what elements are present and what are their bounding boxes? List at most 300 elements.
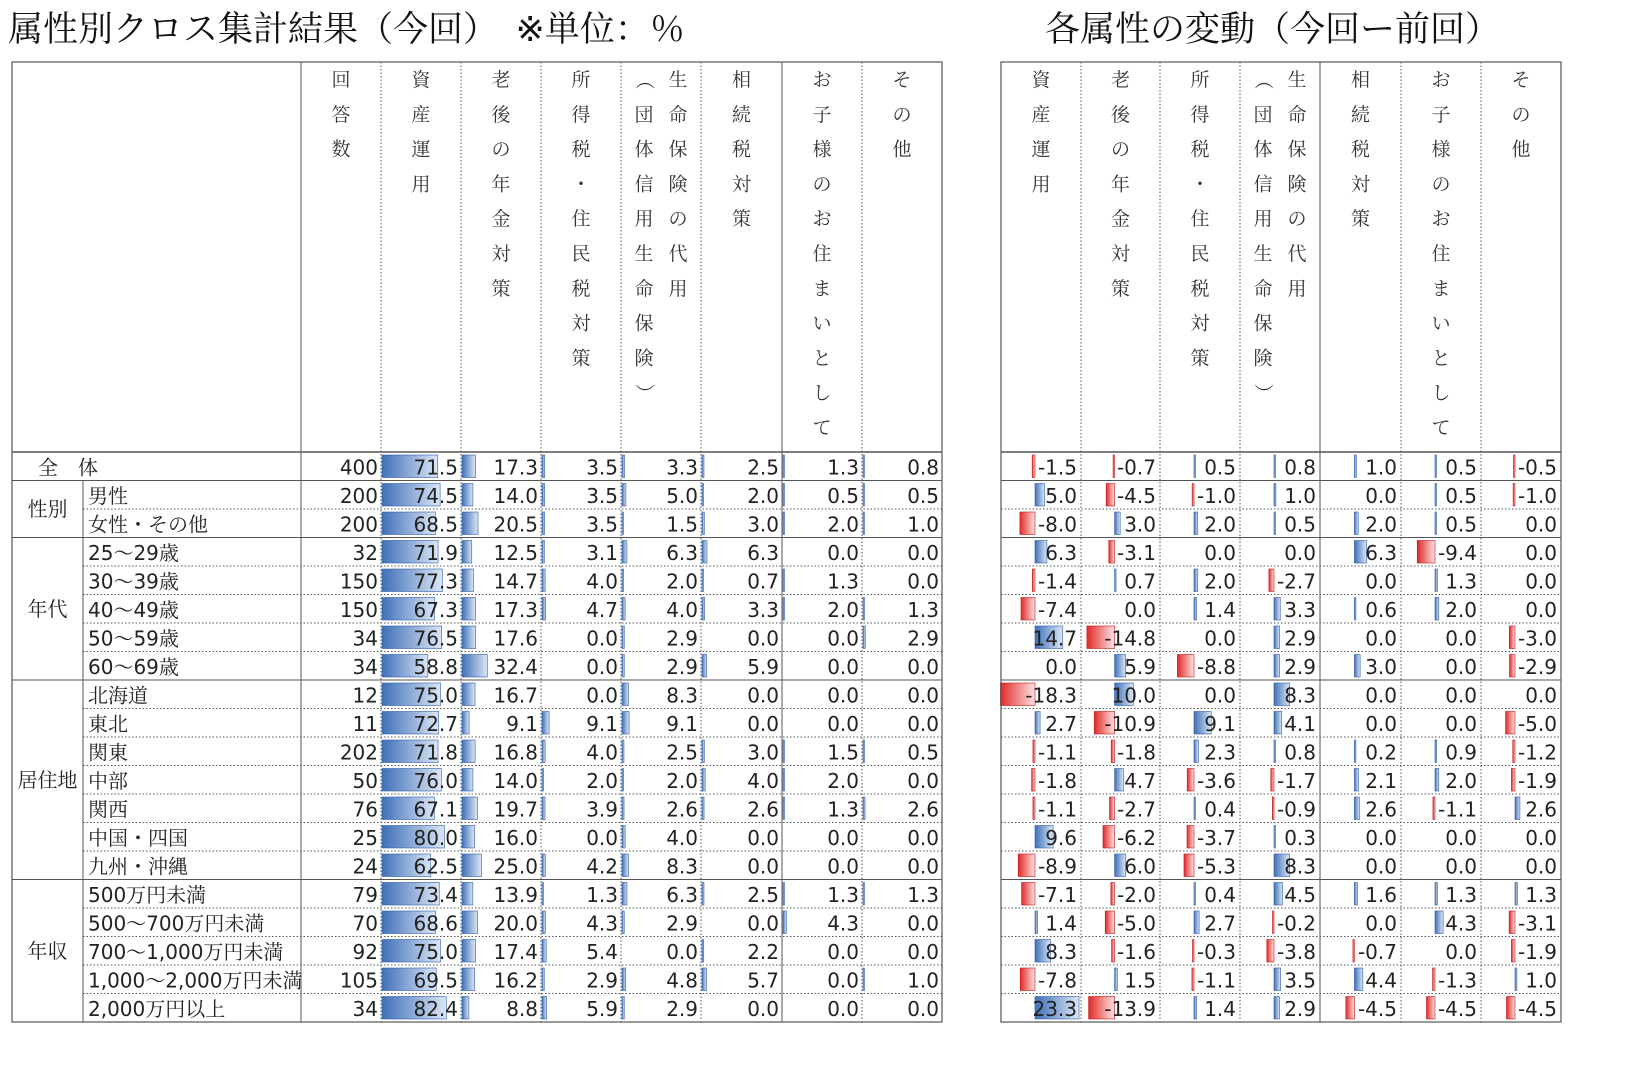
right-header-char: 相: [1350, 69, 1371, 91]
respondent-count: 200: [339, 512, 378, 537]
change-value: -18.3: [1025, 683, 1077, 708]
value-bar: [863, 968, 865, 991]
change-value: 0.3: [1284, 826, 1316, 850]
right-header-char: 老: [1110, 69, 1131, 91]
value-bar: [622, 655, 624, 678]
percent-value: 14.0: [493, 484, 538, 508]
right-header-char: 生: [1253, 243, 1273, 265]
change-value: 4.5: [1284, 883, 1316, 907]
right-header-char: ま: [1431, 277, 1451, 300]
percent-value: 0.0: [747, 712, 779, 736]
percent-value: 1.3: [827, 455, 859, 480]
value-bar: [542, 712, 549, 735]
percent-value: 1.0: [907, 968, 939, 993]
row-label: 男性: [88, 484, 128, 508]
change-value: -3.8: [1276, 940, 1316, 964]
left-header-char: の: [491, 138, 511, 161]
left-header-char: 資: [411, 69, 431, 91]
left-header-char: 様: [812, 138, 832, 161]
percent-value: 0.0: [907, 683, 939, 708]
left-header-char: の: [812, 173, 832, 196]
change-bar-positive: [1354, 455, 1356, 478]
right-header-char: 住: [1431, 243, 1451, 265]
row-label: 40～49歳: [88, 598, 179, 622]
right-header-char: 命: [1253, 277, 1273, 300]
left-header-char: い: [812, 312, 832, 335]
change-value: 1.0: [1365, 455, 1397, 480]
value-bar: [783, 883, 785, 906]
percent-value: 75.0: [413, 940, 458, 964]
percent-value: 2.5: [747, 883, 779, 907]
change-bar-negative: [1273, 911, 1275, 934]
change-bar-negative: [1184, 854, 1194, 877]
percent-value: 2.6: [666, 797, 698, 822]
percent-value: 4.8: [666, 968, 698, 993]
change-value: -2.0: [1116, 883, 1156, 907]
percent-value: 2.5: [747, 455, 779, 480]
row-label: 25～29歳: [88, 541, 179, 565]
percent-value: 6.3: [666, 883, 698, 907]
left-header-char: 金: [491, 208, 511, 231]
change-bar-negative: [1511, 940, 1515, 963]
left-header-char: 代: [668, 243, 688, 265]
right-header-char: 保: [1287, 138, 1307, 161]
percent-value: 3.3: [666, 455, 698, 480]
value-bar: [863, 598, 865, 621]
right-header-char: 産: [1031, 103, 1051, 126]
right-header-char: 策: [1350, 208, 1371, 231]
change-value: 6.0: [1124, 854, 1156, 879]
percent-value: 80.0: [413, 826, 458, 850]
change-value: 2.6: [1365, 797, 1397, 822]
respondent-count: 92: [352, 940, 378, 964]
change-value: -1.1: [1437, 797, 1477, 822]
percent-value: 0.0: [747, 997, 779, 1021]
percent-value: 1.3: [586, 883, 618, 907]
percent-value: 71.5: [413, 455, 458, 480]
percent-value: 62.5: [413, 854, 458, 879]
percent-value: 6.3: [747, 541, 779, 565]
value-bar: [622, 911, 624, 934]
change-bar-positive: [1194, 797, 1196, 820]
value-bar: [622, 484, 626, 507]
change-bar-negative: [1020, 968, 1035, 991]
value-bar: [462, 484, 473, 507]
change-value: -1.8: [1116, 740, 1156, 765]
value-bar: [622, 455, 625, 478]
change-bar-negative: [1509, 626, 1515, 649]
right-header-char: の: [1431, 173, 1451, 196]
value-bar: [702, 655, 707, 678]
change-value: 9.6: [1045, 826, 1077, 850]
change-value: 0.0: [1365, 854, 1397, 879]
change-bar-negative: [1509, 911, 1515, 934]
change-bar-positive: [1115, 968, 1118, 991]
left-header-char: 対: [571, 312, 591, 335]
change-bar-positive: [1274, 712, 1282, 735]
change-value: 0.6: [1365, 598, 1397, 622]
change-bar-negative: [1032, 769, 1035, 792]
change-value: -1.0: [1517, 484, 1557, 508]
change-bar-positive: [1115, 769, 1124, 792]
right-header-char: 資: [1031, 69, 1051, 91]
change-bar-positive: [1435, 883, 1437, 906]
respondent-count: 70: [352, 911, 378, 936]
percent-value: 12.5: [493, 541, 538, 565]
percent-value: 20.5: [493, 512, 538, 537]
right-table-title: 各属性の変動（今回ー前回）: [1045, 10, 1501, 50]
group-label: 年代: [27, 596, 68, 621]
change-value: -1.5: [1037, 455, 1077, 480]
change-bar-positive: [1274, 455, 1276, 478]
left-header-char: 団: [634, 103, 654, 126]
percent-value: 69.5: [413, 968, 458, 993]
change-value: 4.7: [1124, 769, 1156, 793]
value-bar: [542, 455, 545, 478]
percent-value: 16.0: [493, 826, 538, 850]
row-label: 女性・その他: [88, 512, 208, 537]
respondent-count: 25: [352, 826, 378, 850]
right-header-char: 年: [1110, 173, 1131, 196]
change-value: -9.4: [1437, 541, 1477, 565]
right-header-char: 団: [1253, 103, 1273, 126]
change-value: 0.0: [1525, 569, 1557, 594]
change-bar-positive: [1035, 712, 1040, 735]
change-value: 3.5: [1284, 968, 1316, 993]
left-header-char: 子: [812, 103, 832, 126]
change-bar-positive: [1435, 769, 1439, 792]
percent-value: 67.1: [413, 797, 458, 822]
value-bar: [542, 740, 545, 763]
row-label: 50～59歳: [88, 626, 179, 651]
value-bar: [702, 797, 704, 820]
percent-value: 1.3: [907, 883, 939, 907]
change-value: -0.7: [1357, 940, 1397, 964]
value-bar: [542, 541, 544, 564]
change-value: -1.6: [1116, 940, 1156, 964]
row-label: 北海道: [88, 683, 148, 708]
percent-value: 0.0: [827, 968, 859, 993]
left-header-char: 税: [571, 138, 591, 161]
change-value: 1.0: [1525, 968, 1557, 993]
value-bar: [622, 712, 629, 735]
change-bar-positive: [1194, 569, 1198, 592]
change-value: 0.0: [1124, 598, 1156, 622]
percent-value: 4.3: [827, 911, 859, 936]
left-header-char: の: [892, 103, 912, 126]
percent-value: 0.0: [907, 997, 939, 1021]
change-value: -1.8: [1037, 769, 1077, 793]
percent-value: 0.0: [666, 940, 698, 964]
change-bar-positive: [1515, 883, 1517, 906]
value-bar: [702, 484, 704, 507]
value-bar: [783, 740, 785, 763]
percent-value: 74.5: [413, 484, 458, 508]
change-value: 3.3: [1284, 598, 1316, 622]
left-header-char: 保: [634, 312, 654, 335]
change-value: -3.1: [1517, 911, 1557, 936]
value-bar: [462, 883, 473, 906]
percent-value: 1.0: [907, 512, 939, 537]
change-value: -14.8: [1104, 626, 1156, 651]
change-value: -5.0: [1116, 911, 1156, 936]
change-value: 0.0: [1525, 854, 1557, 879]
value-bar: [542, 940, 546, 963]
change-bar-positive: [1435, 598, 1439, 621]
right-table-frame: [1001, 62, 1561, 1022]
left-table-title: 属性別クロス集計結果（今回） ※単位：％: [8, 10, 685, 50]
change-value: -3.6: [1196, 769, 1236, 793]
respondent-count: 79: [352, 883, 378, 907]
change-bar-negative: [1507, 997, 1515, 1020]
percent-value: 2.0: [666, 769, 698, 793]
change-value: 1.3: [1445, 569, 1477, 594]
group-label: 性別: [27, 497, 68, 521]
left-header-char: そ: [892, 69, 912, 91]
value-bar: [462, 911, 478, 934]
percent-value: 72.7: [413, 712, 458, 736]
percent-value: 67.3: [413, 598, 458, 622]
left-header-char: 続: [731, 103, 752, 126]
change-bar-positive: [1274, 826, 1276, 849]
change-value: -1.0: [1196, 484, 1236, 508]
change-value: 0.0: [1445, 712, 1477, 736]
change-value: -1.1: [1037, 740, 1077, 765]
percent-value: 4.7: [586, 598, 618, 622]
value-bar: [863, 484, 865, 507]
percent-value: 82.4: [413, 997, 458, 1021]
percent-value: 17.4: [493, 940, 538, 964]
right-header-char: い: [1431, 312, 1451, 335]
value-bar: [542, 854, 545, 877]
right-header-char: 得: [1190, 103, 1210, 126]
percent-value: 0.0: [586, 655, 618, 679]
right-header-char: 後: [1110, 103, 1131, 126]
change-value: 0.0: [1365, 626, 1397, 651]
change-value: 0.4: [1204, 883, 1236, 907]
percent-value: 17.3: [493, 598, 538, 622]
value-bar: [622, 569, 624, 592]
change-bar-negative: [1510, 655, 1515, 678]
change-bar-negative: [1511, 769, 1515, 792]
change-bar-negative: [1113, 455, 1115, 478]
change-value: -0.7: [1116, 455, 1156, 480]
change-bar-positive: [1354, 883, 1357, 906]
change-value: 8.3: [1284, 854, 1316, 879]
change-value: 6.3: [1365, 541, 1397, 565]
value-bar: [462, 797, 477, 820]
value-bar: [702, 940, 704, 963]
percent-value: 0.0: [907, 854, 939, 879]
right-header-char: 用: [1287, 277, 1307, 300]
right-header-char: 金: [1110, 208, 1131, 231]
percent-value: 2.9: [907, 626, 939, 651]
left-header-char: 年: [491, 173, 511, 196]
percent-value: 16.2: [493, 968, 538, 993]
change-value: 1.4: [1204, 598, 1236, 622]
right-header-char: 続: [1350, 103, 1371, 126]
change-value: 0.0: [1445, 854, 1477, 879]
left-header-char: 民: [571, 243, 591, 265]
value-bar: [542, 769, 544, 792]
change-bar-positive: [1435, 484, 1437, 507]
percent-value: 0.0: [747, 854, 779, 879]
right-header-char: 様: [1431, 138, 1451, 161]
change-bar-negative: [1105, 911, 1114, 934]
percent-value: 0.0: [907, 541, 939, 565]
change-value: 1.4: [1045, 911, 1077, 936]
change-bar-negative: [1112, 940, 1115, 963]
percent-value: 5.4: [586, 940, 618, 964]
right-table: [1000, 62, 1561, 1022]
change-value: -10.9: [1104, 712, 1156, 736]
percent-value: 5.7: [747, 968, 779, 993]
change-value: 0.4: [1204, 797, 1236, 822]
left-header-char: 住: [812, 243, 832, 265]
right-header-char: の: [1110, 138, 1131, 161]
percent-value: 2.0: [747, 484, 779, 508]
left-header-char: 税: [731, 138, 752, 161]
change-value: -7.4: [1037, 598, 1077, 622]
change-value: 2.9: [1284, 997, 1316, 1021]
percent-value: 4.0: [586, 569, 618, 594]
percent-value: 2.5: [666, 740, 698, 765]
change-value: 0.0: [1445, 626, 1477, 651]
percent-value: 1.5: [827, 740, 859, 765]
value-bar: [462, 512, 478, 535]
left-header-char: 信: [634, 173, 654, 196]
change-value: 2.0: [1365, 512, 1397, 537]
right-header-char: お: [1431, 69, 1451, 91]
percent-value: 14.7: [493, 569, 538, 594]
row-label: 700～1,000万円未満: [88, 940, 284, 964]
change-value: 2.7: [1045, 712, 1077, 736]
percent-value: 3.1: [586, 541, 618, 565]
change-value: 0.0: [1365, 569, 1397, 594]
row-label: 2,000万円以上: [88, 997, 226, 1021]
percent-value: 3.0: [747, 512, 779, 537]
change-value: 2.9: [1284, 655, 1316, 679]
left-header-char: ま: [812, 277, 832, 300]
change-value: 2.9: [1284, 626, 1316, 651]
change-bar-negative: [1506, 712, 1515, 735]
change-bar-negative: [1187, 826, 1194, 849]
change-bar-positive: [1035, 484, 1044, 507]
right-header-char: 対: [1190, 312, 1210, 335]
change-value: 3.0: [1365, 655, 1397, 679]
percent-value: 8.3: [666, 683, 698, 708]
change-value: 0.0: [1204, 541, 1236, 565]
change-value: -1.2: [1517, 740, 1557, 765]
change-bar-negative: [1177, 655, 1194, 678]
change-value: -0.3: [1196, 940, 1236, 964]
percent-value: 76.0: [413, 769, 458, 793]
percent-value: 0.0: [827, 712, 859, 736]
value-bar: [542, 512, 545, 535]
right-header-char: 体: [1253, 138, 1273, 161]
percent-value: 0.0: [827, 626, 859, 651]
right-header-char: 住: [1190, 208, 1210, 231]
percent-value: 1.3: [827, 883, 859, 907]
left-header-char: 数: [331, 138, 351, 161]
value-bar: [783, 569, 785, 592]
value-bar: [462, 683, 475, 706]
percent-value: 0.0: [827, 655, 859, 679]
value-bar: [462, 712, 469, 735]
left-header-char: 所: [571, 69, 591, 91]
change-bar-positive: [1435, 512, 1437, 535]
change-value: 0.0: [1045, 655, 1077, 679]
right-header-char: の: [1287, 208, 1307, 231]
change-bar-negative: [1106, 484, 1114, 507]
change-value: 14.7: [1032, 626, 1077, 651]
change-value: -0.9: [1276, 797, 1316, 822]
change-bar-positive: [1115, 512, 1121, 535]
change-value: 2.1: [1365, 769, 1397, 793]
change-bar-negative: [1192, 968, 1194, 991]
change-bar-negative: [1346, 997, 1355, 1020]
right-header-char: お: [1431, 208, 1451, 231]
change-bar-positive: [1354, 769, 1358, 792]
respondent-count: 150: [339, 569, 378, 594]
change-value: 0.0: [1204, 626, 1236, 651]
change-value: 10.0: [1111, 683, 1156, 708]
change-value: 0.0: [1525, 683, 1557, 708]
change-value: 5.0: [1045, 484, 1077, 508]
change-value: 0.2: [1365, 740, 1397, 765]
row-label: 500～700万円未満: [88, 911, 265, 936]
respondent-count: 11: [352, 712, 378, 736]
percent-value: 0.0: [827, 940, 859, 964]
change-value: -0.5: [1517, 455, 1557, 480]
respondent-count: 150: [339, 598, 378, 622]
percent-value: 0.0: [747, 626, 779, 651]
change-bar-positive: [1274, 997, 1279, 1020]
percent-value: 0.0: [907, 769, 939, 793]
change-value: -1.1: [1037, 797, 1077, 822]
value-bar: [462, 968, 475, 991]
change-bar-positive: [1274, 626, 1279, 649]
value-bar: [702, 883, 704, 906]
change-value: -6.2: [1116, 826, 1156, 850]
percent-value: 68.6: [413, 911, 458, 936]
percent-value: 14.0: [493, 769, 538, 793]
percent-value: 6.3: [666, 541, 698, 565]
change-value: 6.3: [1045, 541, 1077, 565]
change-value: 0.0: [1525, 512, 1557, 537]
percent-value: 1.3: [827, 797, 859, 822]
change-value: 2.0: [1445, 769, 1477, 793]
row-label: 30～39歳: [88, 569, 179, 594]
change-value: -1.1: [1196, 968, 1236, 993]
left-header-char: 相: [731, 69, 752, 91]
percent-value: 0.0: [827, 854, 859, 879]
right-header-char: 用: [1253, 208, 1273, 231]
percent-value: 19.7: [493, 797, 538, 822]
change-value: -4.5: [1357, 997, 1397, 1021]
value-bar: [622, 626, 624, 649]
right-header-char: 対: [1350, 173, 1371, 196]
percent-value: 77.3: [413, 569, 458, 594]
value-bar: [462, 740, 475, 763]
value-bar: [542, 569, 545, 592]
percent-value: 0.0: [907, 940, 939, 964]
percent-value: 2.0: [666, 569, 698, 594]
change-value: 2.3: [1204, 740, 1236, 765]
change-bar-negative: [1109, 541, 1115, 564]
percent-value: 2.9: [666, 655, 698, 679]
percent-value: 0.0: [907, 655, 939, 679]
